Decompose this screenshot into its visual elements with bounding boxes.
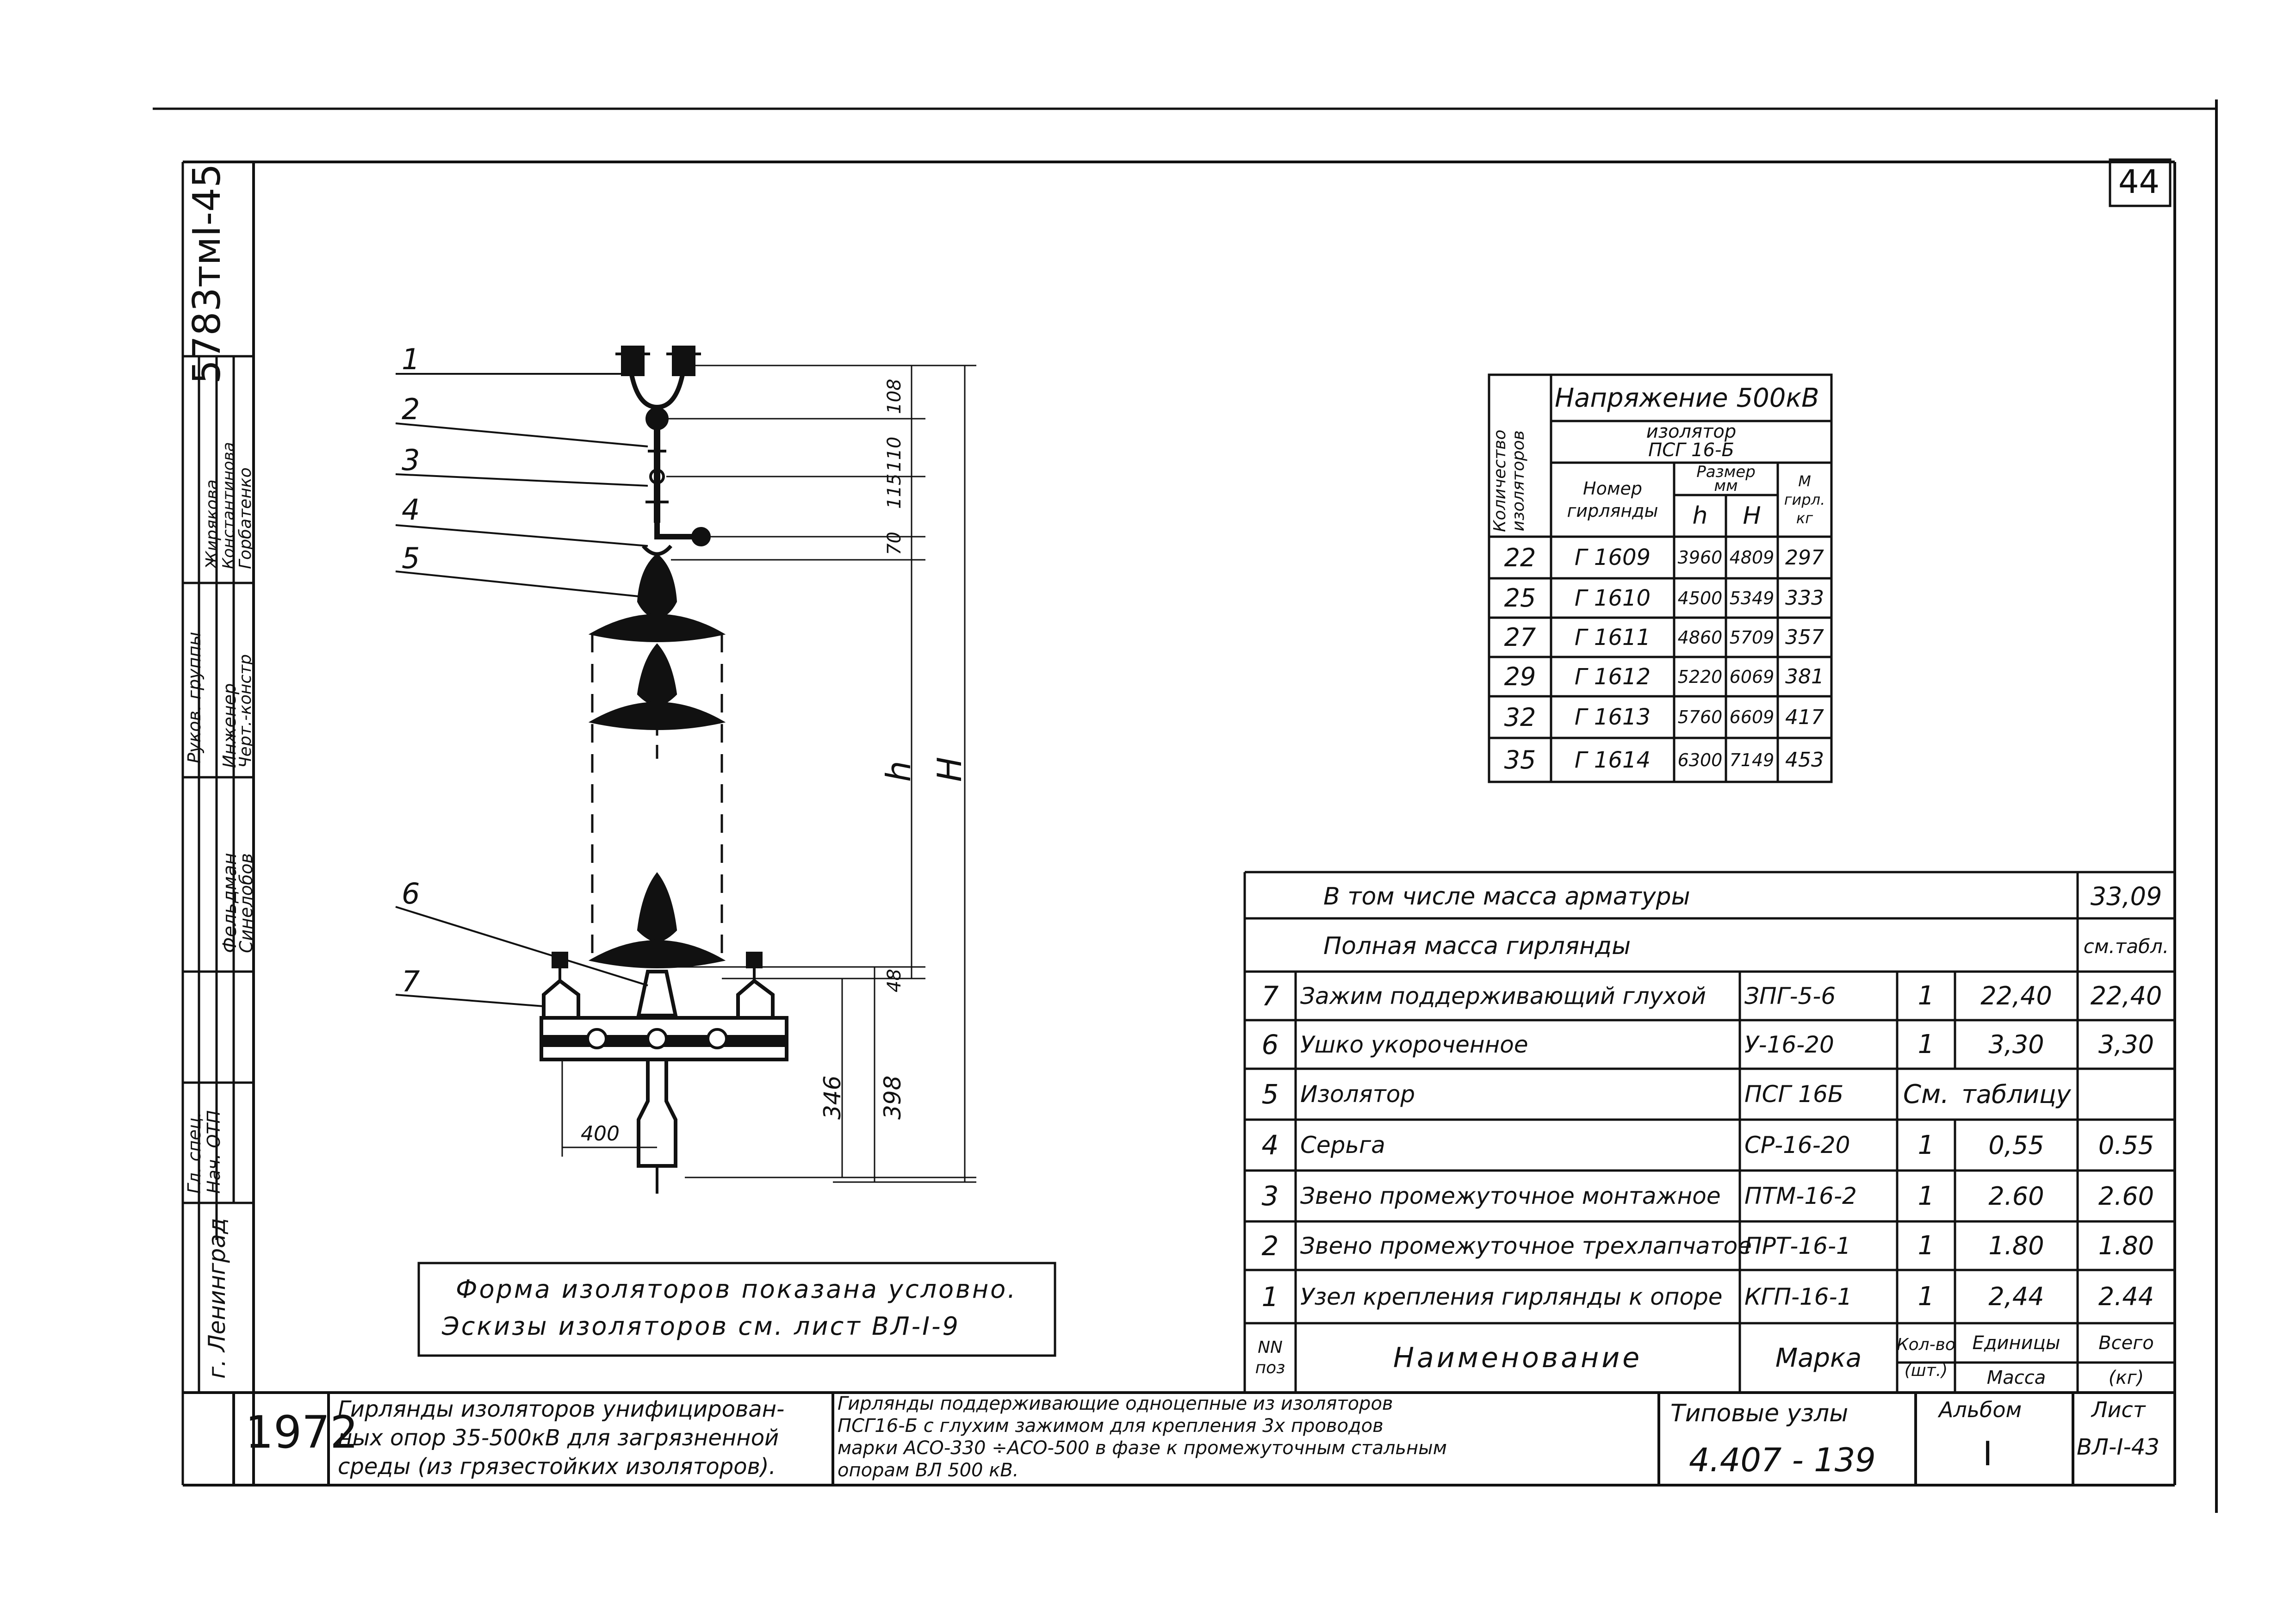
spec-header-name: Наименование bbox=[1393, 1342, 1643, 1374]
spec-row-unit-mass: таблицу bbox=[1961, 1079, 2071, 1109]
voltage-row-qty: 27 bbox=[1504, 623, 1536, 652]
H-header: H bbox=[1743, 502, 1761, 530]
spec-row-unit-mass: 1.80 bbox=[1988, 1231, 2044, 1260]
voltage-row-h: 5220 bbox=[1677, 666, 1723, 687]
spec-row-pos: 2 bbox=[1261, 1230, 1279, 1262]
callout-6: 6 bbox=[402, 877, 420, 911]
voltage-row-qty: 22 bbox=[1504, 543, 1536, 572]
dim-H: H bbox=[930, 756, 969, 782]
dim-h: h bbox=[879, 761, 918, 782]
archive-code: 5783тмI-45 bbox=[185, 163, 229, 384]
spec-header-mark: Марка bbox=[1775, 1343, 1862, 1373]
spec-row-qty: 1 bbox=[1917, 1130, 1935, 1160]
total-mass-label: Полная масса гирлянды bbox=[1323, 932, 1631, 960]
spec-row-mark: У-16-20 bbox=[1744, 1031, 1834, 1058]
dim-70: 70 bbox=[884, 532, 905, 555]
insulator-type: изолятор ПСГ 16-Б bbox=[1646, 421, 1737, 461]
dim-346: 346 bbox=[819, 1075, 846, 1120]
spec-row-unit-mass: 3,30 bbox=[1988, 1030, 2044, 1059]
album-value: I bbox=[1983, 1434, 1993, 1473]
stamp-name-zhiryakova: Жирякова bbox=[203, 479, 222, 569]
dim-108: 108 bbox=[884, 378, 905, 414]
note-line-2: Эскизы изоляторов см. лист ВЛ-I-9 bbox=[442, 1312, 960, 1341]
voltage-row-h: 6300 bbox=[1677, 750, 1723, 770]
spec-row-mark: ПРТ-16-1 bbox=[1744, 1232, 1851, 1259]
armature-mass-label: В том числе масса арматуры bbox=[1323, 882, 1690, 911]
stamp-role-head: Нач. ОТП bbox=[204, 1110, 224, 1194]
dim-110: 110 bbox=[884, 436, 905, 472]
stamp-name-gorbatenko: Горбатенко bbox=[236, 467, 255, 569]
voltage-row-h: 5760 bbox=[1677, 707, 1723, 727]
title-main: Гирлянды изоляторов унифицирован- ных опор 35-500кВ для загрязненной среды (из грязестойких изоляторов). bbox=[338, 1396, 785, 1480]
spec-header-total: Всего bbox=[2098, 1332, 2154, 1354]
spec-header-kg: (кг) bbox=[2108, 1367, 2144, 1388]
spec-row-total-mass: 0.55 bbox=[2098, 1130, 2154, 1160]
spec-row-pos: 4 bbox=[1261, 1129, 1279, 1161]
sheet-label: Лист bbox=[2091, 1397, 2146, 1422]
callout-1: 1 bbox=[402, 342, 420, 376]
spec-row-name: Звено промежуточное трехлапчатое bbox=[1300, 1232, 1752, 1259]
dim-398: 398 bbox=[879, 1075, 906, 1120]
sheet-number: 44 bbox=[2118, 163, 2160, 201]
title-description: Гирлянды поддерживающие одноцепные из изоляторов ПСГ16-Б с глухим зажимом для крепления 3х проводов марки АСО-330 ÷АСО-500 в фазе к промежуточным стальным опорам ВЛ 500 кВ. bbox=[838, 1393, 1447, 1481]
voltage-row-H: 5349 bbox=[1729, 588, 1775, 608]
spec-row-qty: См. bbox=[1903, 1079, 1949, 1109]
total-mass-value: см.табл. bbox=[2083, 935, 2169, 958]
voltage-row-mass: 333 bbox=[1785, 586, 1824, 610]
h-header: h bbox=[1692, 502, 1708, 530]
series-label: Типовые узлы bbox=[1670, 1400, 1849, 1427]
spec-row-name: Серьга bbox=[1300, 1132, 1385, 1158]
voltage-row-H: 6609 bbox=[1729, 707, 1775, 727]
size-header: Размер мм bbox=[1696, 463, 1756, 495]
callout-2: 2 bbox=[402, 392, 420, 426]
spec-row-unit-mass: 2,44 bbox=[1988, 1282, 2044, 1311]
callout-7: 7 bbox=[402, 965, 420, 998]
spec-header-unit: Единицы bbox=[1972, 1332, 2060, 1354]
stamp-role-draftsman: Черт.-констр bbox=[236, 654, 255, 768]
title-year: 1972 bbox=[245, 1406, 359, 1458]
spec-row-qty: 1 bbox=[1917, 1029, 1935, 1059]
spec-row-mark: КГП-16-1 bbox=[1744, 1283, 1852, 1310]
spec-row-pos: 3 bbox=[1261, 1180, 1279, 1212]
voltage-row-string: Г 1613 bbox=[1574, 704, 1651, 730]
spec-row-qty: 1 bbox=[1917, 981, 1935, 1011]
voltage-row-qty: 25 bbox=[1504, 583, 1536, 613]
spec-row-mark: ПТМ-16-2 bbox=[1744, 1183, 1857, 1209]
spec-row-mark: ЗПГ-5-6 bbox=[1744, 982, 1836, 1010]
voltage-row-mass: 357 bbox=[1785, 626, 1824, 649]
voltage-row-H: 7149 bbox=[1729, 750, 1775, 770]
stamp-name-konstantinova: Константинова bbox=[219, 442, 238, 569]
callout-5: 5 bbox=[402, 541, 420, 575]
voltage-row-H: 5709 bbox=[1729, 627, 1775, 648]
voltage-row-string: Г 1612 bbox=[1574, 663, 1651, 690]
voltage-row-qty: 35 bbox=[1504, 745, 1536, 774]
mass-header: М гирл. кг bbox=[1784, 472, 1825, 527]
voltage-row-H: 6069 bbox=[1729, 666, 1775, 687]
voltage-row-string: Г 1614 bbox=[1574, 747, 1651, 773]
voltage-row-mass: 453 bbox=[1785, 748, 1824, 772]
voltage-row-mass: 417 bbox=[1785, 705, 1824, 729]
voltage-row-string: Г 1611 bbox=[1574, 624, 1651, 650]
spec-row-pos: 7 bbox=[1261, 980, 1279, 1012]
callout-3: 3 bbox=[402, 443, 420, 477]
stamp-role-engineer: Инженер bbox=[219, 683, 240, 768]
dim-48: 48 bbox=[884, 969, 905, 992]
spec-row-qty: 1 bbox=[1917, 1181, 1935, 1211]
voltage-row-mass: 381 bbox=[1785, 665, 1824, 688]
voltage-row-qty: 32 bbox=[1504, 702, 1536, 732]
spec-row-qty: 1 bbox=[1917, 1231, 1935, 1261]
voltage-table-qty-header: Количество изоляторов bbox=[1490, 429, 1528, 532]
series-value: 4.407 - 139 bbox=[1689, 1441, 1876, 1479]
voltage-row-H: 4809 bbox=[1729, 547, 1775, 568]
spec-row-total-mass: 2.44 bbox=[2098, 1282, 2154, 1311]
spec-row-total-mass: 3,30 bbox=[2098, 1030, 2154, 1059]
voltage-title: Напряжение 500кВ bbox=[1555, 383, 1819, 413]
voltage-row-h: 4860 bbox=[1677, 627, 1723, 648]
spec-row-name: Узел крепления гирлянды к опоре bbox=[1300, 1283, 1723, 1310]
voltage-row-string: Г 1609 bbox=[1574, 545, 1651, 570]
spec-row-mark: СР-16-20 bbox=[1744, 1132, 1850, 1158]
spec-row-name: Ушко укороченное bbox=[1300, 1031, 1528, 1058]
spec-row-unit-mass: 2.60 bbox=[1988, 1181, 2044, 1211]
spec-row-name: Изолятор bbox=[1300, 1081, 1415, 1108]
stamp-role-group: Руков. группы bbox=[184, 632, 205, 763]
spec-row-total-mass: 2.60 bbox=[2098, 1181, 2154, 1211]
spec-row-pos: 1 bbox=[1261, 1281, 1279, 1313]
stamp-name-sinelobov: Синелобов bbox=[236, 853, 256, 953]
voltage-row-qty: 29 bbox=[1504, 662, 1536, 691]
voltage-row-h: 4500 bbox=[1677, 588, 1723, 608]
spec-row-name: Зажим поддерживающий глухой bbox=[1300, 982, 1706, 1010]
spec-row-total-mass: 1.80 bbox=[2098, 1231, 2154, 1260]
spec-row-unit-mass: 22,40 bbox=[1980, 981, 2052, 1010]
album-label: Альбом bbox=[1939, 1397, 2022, 1422]
spec-row-qty: 1 bbox=[1917, 1282, 1935, 1312]
stamp-city: г. Ленинград bbox=[204, 1218, 230, 1379]
spec-row-pos: 6 bbox=[1261, 1028, 1279, 1060]
armature-mass-value: 33,09 bbox=[2090, 882, 2162, 911]
sheet-value: ВЛ-I-43 bbox=[2077, 1434, 2159, 1460]
voltage-row-mass: 297 bbox=[1785, 545, 1824, 570]
spec-row-mark: ПСГ 16Б bbox=[1744, 1081, 1844, 1108]
dim-115: 115 bbox=[884, 473, 905, 509]
stamp-name-feldman: Фельдман bbox=[219, 853, 241, 953]
stamp-role-chief: Гл. спец. bbox=[184, 1112, 205, 1194]
dim-400: 400 bbox=[581, 1122, 620, 1146]
spec-header-mass: Масса bbox=[1986, 1367, 2046, 1388]
spec-header-qty: Кол-во (шт.) bbox=[1897, 1335, 1955, 1380]
spec-header-pos: NN поз bbox=[1255, 1338, 1285, 1377]
spec-row-name: Звено промежуточное монтажное bbox=[1300, 1183, 1721, 1209]
note-line-1: Форма изоляторов показана условно. bbox=[456, 1275, 1018, 1304]
string-no-header: Номер гирлянды bbox=[1567, 478, 1658, 521]
spec-row-pos: 5 bbox=[1261, 1078, 1279, 1110]
spec-row-unit-mass: 0,55 bbox=[1988, 1130, 2044, 1160]
voltage-row-h: 3960 bbox=[1677, 547, 1723, 568]
voltage-row-string: Г 1610 bbox=[1574, 585, 1651, 611]
callout-4: 4 bbox=[402, 493, 420, 527]
spec-row-total-mass: 22,40 bbox=[2090, 981, 2162, 1010]
spec-row-total-mass bbox=[2078, 1069, 2175, 1120]
